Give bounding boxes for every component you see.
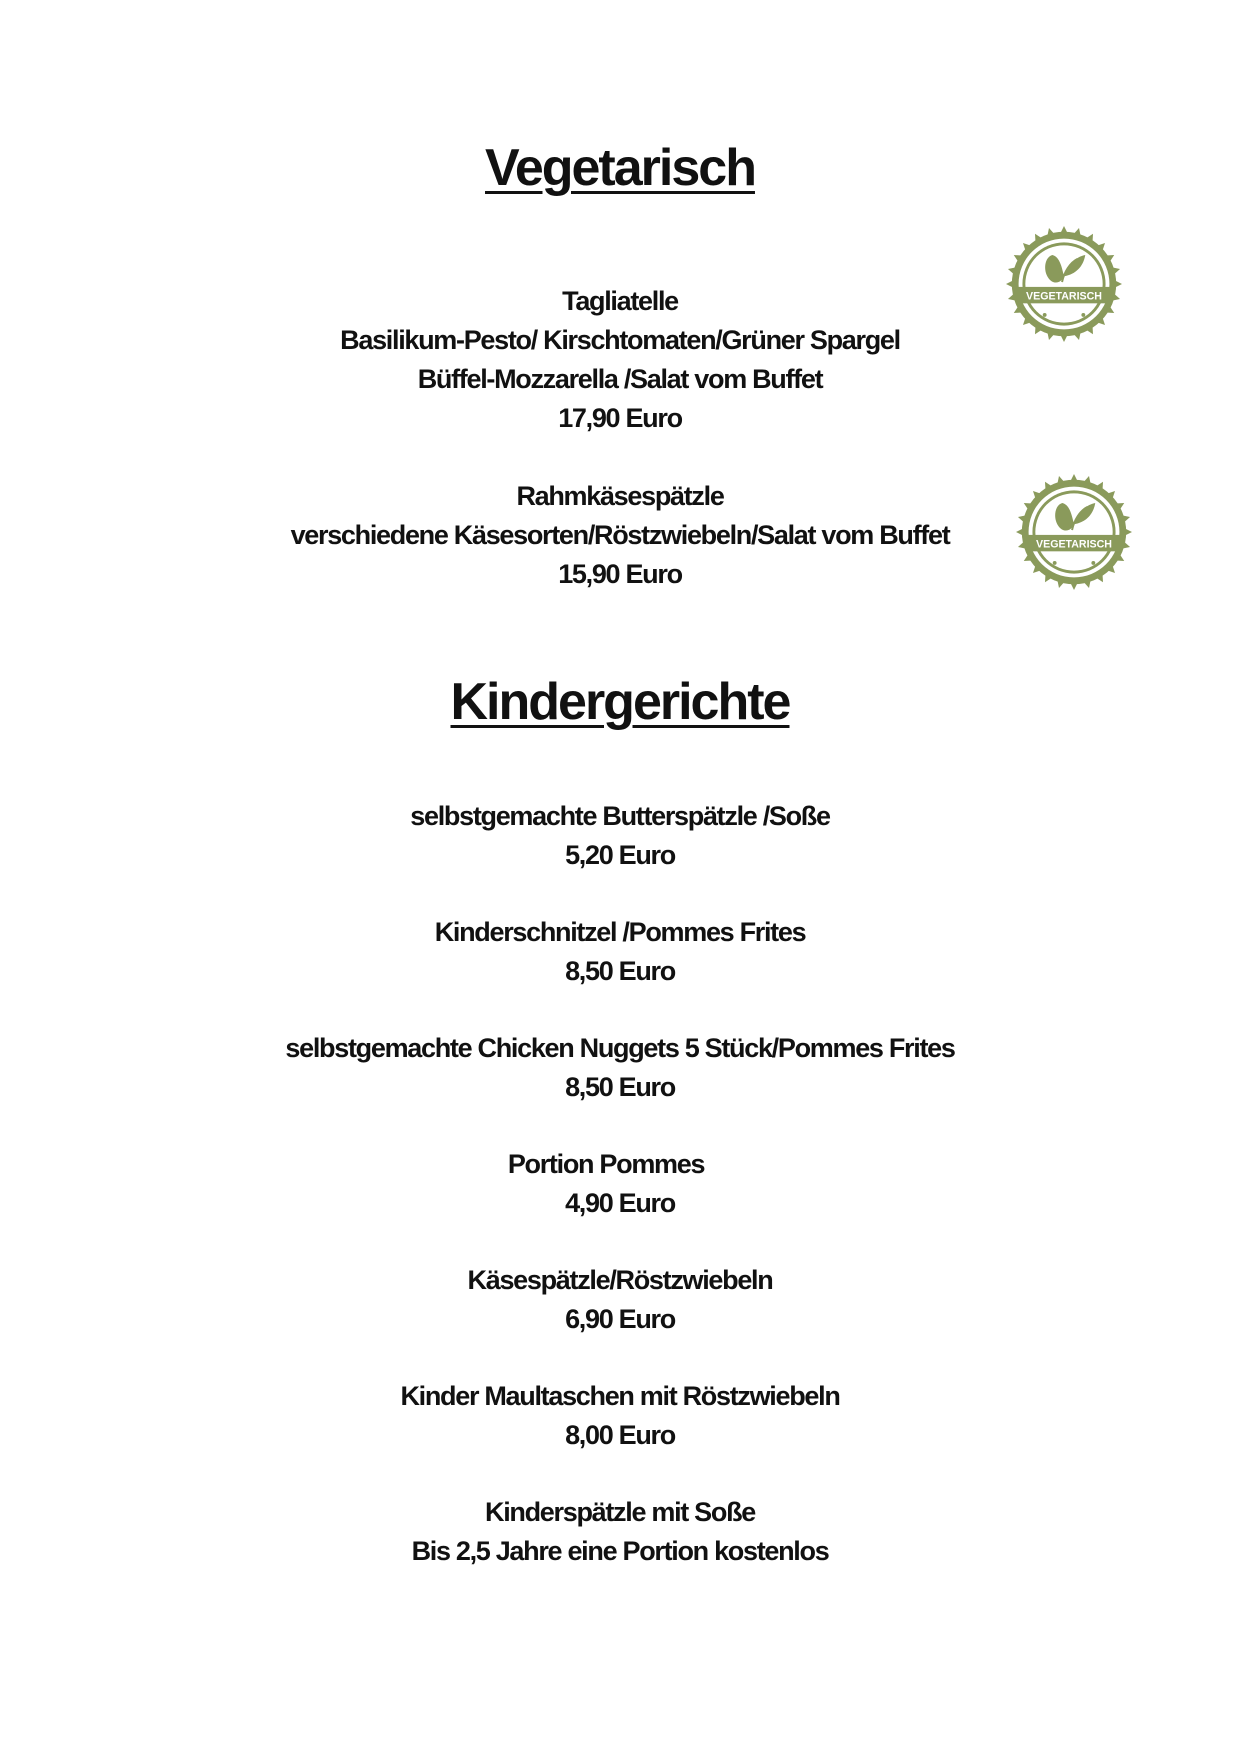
kids-dish [0,797,1240,875]
kids-dish [0,1377,1240,1455]
dish-price: 15,90 Euro [558,559,682,589]
dish-price: 6,90 Euro [565,1304,675,1334]
kids-dish [0,913,1240,991]
dish-name: selbstgemachte Chicken Nuggets 5 Stück/Pommes Frites [285,1033,955,1063]
dish-price: 17,90 Euro [558,403,682,433]
dish-name: Rahmkäsespätzle [516,481,724,511]
dish-price: 8,00 Euro [565,1420,675,1450]
kids-dish [0,1029,1240,1107]
section-title-vegetarisch: Vegetarisch [485,139,755,197]
dish-name: Kinderschnitzel /Pommes Frites [434,917,806,947]
dish-name: Kinderspätzle mit Soße [485,1497,755,1527]
kids-dish [0,1261,1240,1339]
dish-price: 4,90 Euro [565,1188,675,1218]
dish-description: verschiedene Käsesorten/Röstzwiebeln/Salat vom Buffet [290,520,950,550]
dish-name: Käsespätzle/Röstzwiebeln [467,1265,773,1295]
dish-name: Kinder Maultaschen mit Röstzwiebeln [400,1381,840,1411]
svg-text:VEGETARISCH: VEGETARISCH [1036,538,1112,551]
kids-dish [0,1145,1240,1223]
kids-dish [0,1493,1240,1571]
dish-name: Tagliatelle [562,286,678,316]
dish-description: Basilikum-Pesto/ Kirschtomaten/Grüner Spargel [340,325,900,355]
dish-name: selbstgemachte Butterspätzle /Soße [410,801,830,831]
dish-price: 8,50 Euro [565,1072,675,1102]
dish-description: Büffel-Mozzarella /Salat vom Buffet [417,364,823,394]
dish-price: 8,50 Euro [565,956,675,986]
dish-note: Bis 2,5 Jahre eine Portion kostenlos [411,1536,829,1566]
svg-text:VEGETARISCH: VEGETARISCH [1026,290,1102,303]
dish-rahmkaesespaetzle [0,477,1240,594]
dish-price: 5,20 Euro [565,840,675,870]
section-title-kindergerichte: Kindergerichte [450,673,790,731]
dish-tagliatelle [0,282,1240,438]
dish-name: Portion Pommes [507,1149,705,1179]
